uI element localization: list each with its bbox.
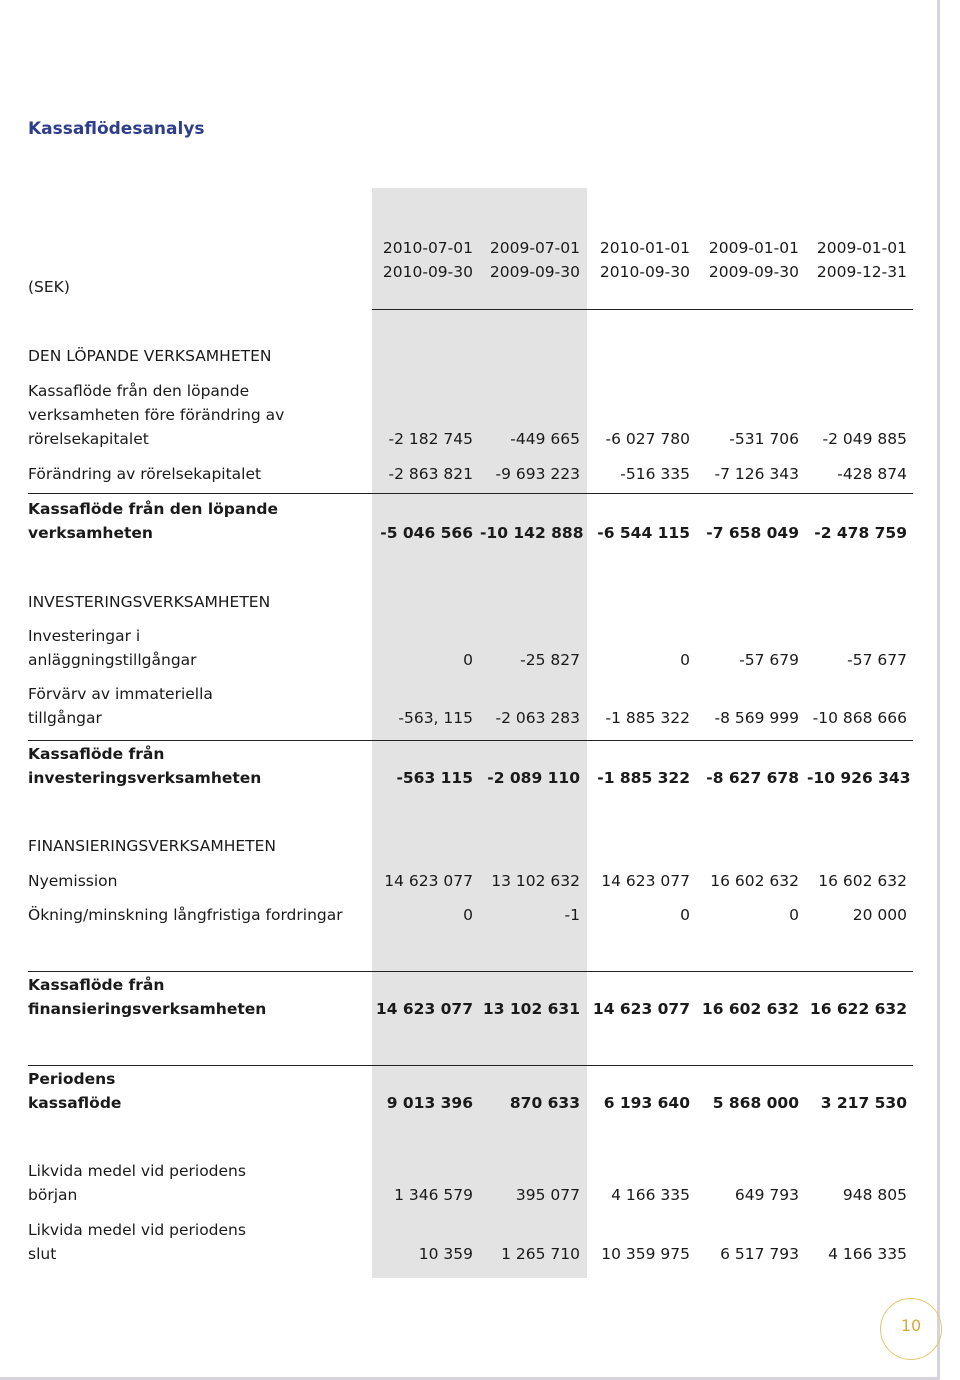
cell-value: 0 <box>680 906 690 924</box>
subtotal-rule <box>28 493 913 494</box>
total-value: -563 115 <box>396 769 473 787</box>
row-label: Nyemission <box>28 872 118 890</box>
row-label-line: tillgångar <box>28 709 102 727</box>
period-2-to: 2009-09-30 <box>489 263 580 281</box>
total-label-line: Kassaflöde från den löpande <box>28 500 278 518</box>
total-value: -8 627 678 <box>706 769 799 787</box>
header-rule <box>372 309 913 310</box>
cell-value: 16 602 632 <box>818 872 907 890</box>
cell-value: 20 000 <box>852 906 907 924</box>
total-label-line: Kassaflöde från <box>28 745 165 763</box>
cell-value: 395 077 <box>515 1186 580 1204</box>
row-label-line: Investeringar i <box>28 627 141 645</box>
period-3-to: 2010-09-30 <box>599 263 690 281</box>
row-label-line: Förvärv av immateriella <box>28 685 213 703</box>
total-label-line: verksamheten <box>28 524 153 542</box>
cell-value: 16 602 632 <box>710 872 799 890</box>
cell-value: -2 063 283 <box>495 709 580 727</box>
cell-value: -2 049 885 <box>822 430 907 448</box>
total-label-line: Kassaflöde från <box>28 976 165 994</box>
page-frame-right <box>937 0 940 1380</box>
row-label-line: Likvida medel vid periodens <box>28 1162 246 1180</box>
cell-value: -2 863 821 <box>388 465 473 483</box>
total-value: -5 046 566 <box>380 524 473 542</box>
period-2-from: 2009-07-01 <box>489 239 580 257</box>
cell-value: -531 706 <box>729 430 799 448</box>
row-label: Ökning/minskning långfristiga fordringar <box>28 906 343 924</box>
subtotal-rule <box>28 1065 913 1066</box>
cell-value: -57 677 <box>847 651 907 669</box>
period-5-from: 2009-01-01 <box>816 239 907 257</box>
cell-value: -7 126 343 <box>714 465 799 483</box>
total-value: 6 193 640 <box>603 1094 690 1112</box>
cell-value: 10 359 <box>418 1245 473 1263</box>
total-value: 3 217 530 <box>820 1094 907 1112</box>
row-label-line: Kassaflöde från den löpande <box>28 382 250 400</box>
total-value: -10 142 888 <box>480 524 584 542</box>
cell-value: -10 868 666 <box>812 709 907 727</box>
cell-value: 14 623 077 <box>384 872 473 890</box>
cell-value: 6 517 793 <box>720 1245 799 1263</box>
row-label-line: Likvida medel vid periodens <box>28 1221 246 1239</box>
cell-value: -1 <box>564 906 580 924</box>
cell-value: -8 569 999 <box>714 709 799 727</box>
total-value: -6 544 115 <box>597 524 690 542</box>
period-5-to: 2009-12-31 <box>816 263 907 281</box>
row-label-line: verksamheten före förändring av <box>28 406 285 424</box>
total-value: 14 623 077 <box>375 1000 473 1018</box>
total-value: -7 658 049 <box>706 524 799 542</box>
cell-value: 1 265 710 <box>501 1245 580 1263</box>
cell-value: 0 <box>680 651 690 669</box>
cell-value: -563, 115 <box>398 709 473 727</box>
section-heading-investering: INVESTERINGSVERKSAMHETEN <box>28 593 271 611</box>
cell-value: 0 <box>463 651 473 669</box>
section-heading-finansiering: FINANSIERINGSVERKSAMHETEN <box>28 837 277 855</box>
period-4-from: 2009-01-01 <box>708 239 799 257</box>
cell-value: 4 166 335 <box>828 1245 907 1263</box>
total-value: 5 868 000 <box>712 1094 799 1112</box>
total-value: 14 623 077 <box>592 1000 690 1018</box>
page-number: 10 <box>900 1316 922 1335</box>
row-label-line: början <box>28 1186 78 1204</box>
period-1-to: 2010-09-30 <box>382 263 473 281</box>
row-label-line: rörelsekapitalet <box>28 430 149 448</box>
total-value: 13 102 631 <box>482 1000 580 1018</box>
document-title: Kassaflödesanalys <box>28 119 205 139</box>
row-label-line: slut <box>28 1245 57 1263</box>
row-label-line: anläggningstillgångar <box>28 651 197 669</box>
row-label: Förändring av rörelsekapitalet <box>28 465 262 483</box>
cell-value: 13 102 632 <box>491 872 580 890</box>
section-heading-lopande: DEN LÖPANDE VERKSAMHETEN <box>28 347 272 365</box>
cell-value: -25 827 <box>520 651 580 669</box>
period-1-from: 2010-07-01 <box>382 239 473 257</box>
cell-value: -57 679 <box>739 651 799 669</box>
cell-value: -1 885 322 <box>605 709 690 727</box>
cell-value: 0 <box>789 906 799 924</box>
cell-value: -6 027 780 <box>605 430 690 448</box>
cell-value: -516 335 <box>620 465 690 483</box>
cell-value: 14 623 077 <box>601 872 690 890</box>
total-value: 870 633 <box>509 1094 580 1112</box>
total-value: -10 926 343 <box>807 769 911 787</box>
total-value: 9 013 396 <box>386 1094 473 1112</box>
total-value: -1 885 322 <box>597 769 690 787</box>
period-3-from: 2010-01-01 <box>599 239 690 257</box>
cell-value: 4 166 335 <box>611 1186 690 1204</box>
period-4-to: 2009-09-30 <box>708 263 799 281</box>
cell-value: -449 665 <box>510 430 580 448</box>
subtotal-rule <box>28 740 913 741</box>
total-label-line: kassaflöde <box>28 1094 122 1112</box>
total-label-line: finansieringsverksamheten <box>28 1000 267 1018</box>
unit-label: (SEK) <box>28 278 70 296</box>
total-value: 16 622 632 <box>809 1000 907 1018</box>
total-label-line: investeringsverksamheten <box>28 769 262 787</box>
subtotal-rule <box>28 971 913 972</box>
cell-value: 1 346 579 <box>394 1186 473 1204</box>
total-value: 16 602 632 <box>701 1000 799 1018</box>
cell-value: 10 359 975 <box>601 1245 690 1263</box>
total-value: -2 089 110 <box>487 769 580 787</box>
cell-value: 948 805 <box>842 1186 907 1204</box>
cell-value: 0 <box>463 906 473 924</box>
total-label-line: Periodens <box>28 1070 116 1088</box>
total-value: -2 478 759 <box>814 524 907 542</box>
cell-value: -2 182 745 <box>388 430 473 448</box>
cell-value: -428 874 <box>837 465 907 483</box>
cell-value: 649 793 <box>734 1186 799 1204</box>
cell-value: -9 693 223 <box>495 465 580 483</box>
